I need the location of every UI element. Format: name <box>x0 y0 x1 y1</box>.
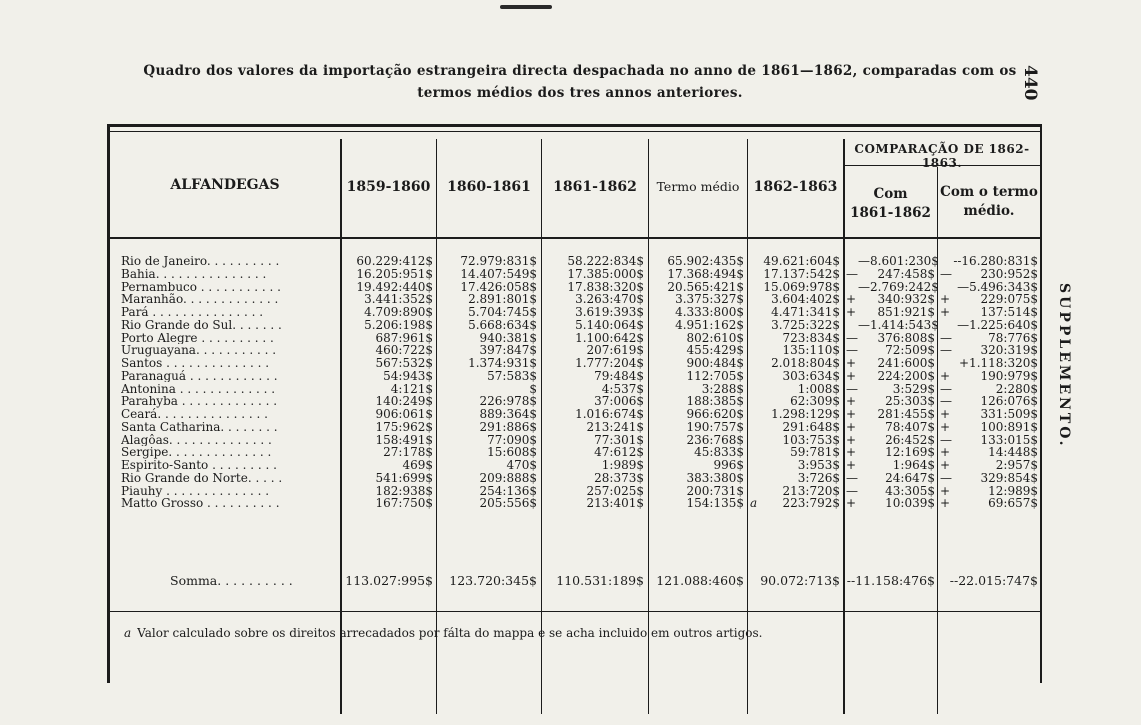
cell-termo: 154:135$ <box>686 496 744 511</box>
cell-c1: 224:200$ <box>877 368 935 383</box>
cell-c1: 10:039$ <box>885 496 935 511</box>
cell-name: Bahia. . . . . . . . . . . . . . . <box>121 267 267 281</box>
sign-com-termo: + <box>940 368 951 383</box>
cell-v1: 16.205:951$ <box>356 266 433 281</box>
total-1859-1860: 113.027:995$ <box>345 573 433 588</box>
cell-v3: 1.777:204$ <box>575 356 644 370</box>
cell-v3: 5.140:064$ <box>575 317 644 332</box>
sign-com-1861-1862: — <box>846 470 858 485</box>
cell-v4: 2.018:804$ <box>771 356 840 370</box>
cell-v1: 460:722$ <box>375 343 433 358</box>
cell-v2: 889:364$ <box>479 407 537 421</box>
cell-v1: 182:938$ <box>375 483 433 498</box>
cell-c2: 137:514$ <box>980 305 1038 319</box>
cell-c2: 133:015$ <box>980 432 1038 447</box>
cell-termo: 802:610$ <box>686 330 744 345</box>
cell-v3: 213:401$ <box>586 496 644 511</box>
cell-c2: 2:957$ <box>995 458 1038 472</box>
cell-v1: 4.709:890$ <box>364 305 433 319</box>
cell-name: Uruguayana. . . . . . . . . . . <box>121 344 277 357</box>
footnote <box>124 626 763 640</box>
cell-v4: 723:834$ <box>782 330 840 345</box>
cell-v4: 59:781$ <box>790 445 840 460</box>
scan-artifact <box>500 5 552 9</box>
cell-v1: 175:962$ <box>375 419 433 434</box>
cell-v3: 4:537$ <box>601 381 644 396</box>
sign-com-termo: — <box>940 381 952 396</box>
sign-com-1861-1862: + <box>846 356 857 370</box>
header-termo-medio: Termo médio <box>656 179 740 194</box>
cell-name: Santa Catharina. . . . . . . . <box>121 420 278 434</box>
cell-v2: 5.704:745$ <box>468 305 537 319</box>
cell-v2: 15:608$ <box>487 445 537 460</box>
cell-c2: 331:509$ <box>980 407 1038 421</box>
sign-com-termo: + <box>940 483 951 498</box>
table-row <box>110 357 1040 370</box>
cell-v4: 3.725:322$ <box>771 317 840 332</box>
cell-v4: 1.298:129$ <box>771 407 840 421</box>
header-1860-1861: 1860-1861 <box>447 179 531 195</box>
cell-v1: 5.206:198$ <box>364 317 433 332</box>
sign-com-1861-1862: — <box>846 381 858 396</box>
cell-c2: —1.225:640$ <box>957 317 1038 332</box>
cell-termo: 455:429$ <box>686 343 744 358</box>
cell-v3: 28:373$ <box>594 470 644 485</box>
cell-v1: 19.492:440$ <box>356 279 433 294</box>
cell-v4: 49.621:604$ <box>763 254 840 268</box>
cell-name: Espirito-Santo . . . . . . . . . <box>121 459 277 472</box>
sign-com-termo: — <box>940 343 952 358</box>
cell-v2: 17.426:058$ <box>460 279 537 294</box>
cell-c1: 340:932$ <box>877 292 935 307</box>
cell-v4: 223:792$ <box>782 496 840 511</box>
sign-com-termo: + <box>940 445 951 460</box>
sign-com-1861-1862: + <box>846 292 857 307</box>
cell-v4: 103:753$ <box>782 432 840 447</box>
cell-v4: 17.137:542$ <box>763 266 840 281</box>
cell-c1: —1.414:543$ <box>858 317 939 332</box>
total-1861-1862: 110.531:189$ <box>556 573 644 588</box>
cell-v3: 17.385:000$ <box>567 266 644 281</box>
cell-c2: 2:280$ <box>995 381 1038 396</box>
cell-c2: 12:989$ <box>988 483 1038 498</box>
cell-v1: 60.229:412$ <box>356 254 433 268</box>
sign-com-termo: + <box>940 496 951 511</box>
header-com-termo-medio: Com o termo médio. <box>940 184 1038 219</box>
cell-v2: 77:090$ <box>487 432 537 447</box>
table-row <box>110 459 1040 472</box>
cell-v3: 77:301$ <box>594 432 644 447</box>
cell-v3: 58.222:834$ <box>567 254 644 268</box>
header-alfandegas: ALFANDEGAS <box>170 177 280 193</box>
cell-termo: 188:385$ <box>686 394 744 409</box>
sign-com-1861-1862: + <box>846 458 857 472</box>
sign-com-termo: — <box>940 266 952 281</box>
total-com-termo: --22.015:747$ <box>949 573 1038 588</box>
cell-name: Pernambuco . . . . . . . . . . . <box>121 280 281 294</box>
cell-c1: 241:600$ <box>877 356 935 370</box>
cell-c1: 247:458$ <box>877 266 935 281</box>
cell-v3: 207:619$ <box>586 343 644 358</box>
total-1860-1861: 123.720:345$ <box>449 573 537 588</box>
cell-v3: 79:484$ <box>594 368 644 383</box>
cell-v3: 37:006$ <box>594 394 644 409</box>
cell-c1: 24:647$ <box>885 470 935 485</box>
page-number: 440 <box>1020 65 1040 101</box>
cell-c2: 78:776$ <box>988 330 1038 345</box>
cell-termo: 65.902:435$ <box>667 254 744 268</box>
cell-v1: 158:491$ <box>375 432 433 447</box>
cell-v1: 541:699$ <box>375 470 433 485</box>
sign-com-1861-1862: + <box>846 394 857 409</box>
table-row <box>110 319 1040 332</box>
cell-name: Piauhy . . . . . . . . . . . . . . <box>121 484 270 498</box>
cell-v4: 4.471:341$ <box>771 305 840 319</box>
cell-v3: 213:241$ <box>586 419 644 434</box>
cell-name: Alagôas. . . . . . . . . . . . . . <box>121 433 272 447</box>
cell-v1: 167:750$ <box>375 496 433 511</box>
cell-v2: 291:886$ <box>479 419 537 434</box>
cell-termo: 3.375:327$ <box>675 292 744 307</box>
title-line-2: termos médios dos tres annos anteriores. <box>417 85 743 101</box>
sign-com-1861-1862: — <box>846 266 858 281</box>
cell-v2: 2.891:801$ <box>468 292 537 307</box>
sign-com-1861-1862: + <box>846 445 857 460</box>
cell-termo: 4.951:162$ <box>675 317 744 332</box>
cell-c1: 72:509$ <box>885 343 935 358</box>
cell-c1: —2.769:242$ <box>858 279 939 294</box>
cell-termo: 4.333:800$ <box>675 305 744 319</box>
table-row <box>110 306 1040 319</box>
cell-v3: 257:025$ <box>586 483 644 498</box>
cell-v4: 62:309$ <box>790 394 840 409</box>
cell-v1: 4:121$ <box>390 381 433 396</box>
cell-v3: 47:612$ <box>594 445 644 460</box>
cell-v2: 254:136$ <box>479 483 537 498</box>
cell-name: Rio Grande do Norte. . . . . <box>121 471 283 485</box>
cell-name: Sergipe. . . . . . . . . . . . . . <box>121 446 272 459</box>
total-termo-medio: 121.088:460$ <box>656 573 744 588</box>
cell-v4: 1:008$ <box>797 381 840 396</box>
cell-v3: 1.016:674$ <box>575 407 644 421</box>
sign-com-1861-1862: + <box>846 419 857 434</box>
sign-com-termo: — <box>940 470 952 485</box>
total-row <box>110 573 1040 589</box>
cell-name: Maranhão. . . . . . . . . . . . . <box>121 293 279 306</box>
sign-com-1861-1862: + <box>846 432 857 447</box>
table-row <box>110 268 1040 281</box>
cell-name: Ceará. . . . . . . . . . . . . . . <box>121 408 268 421</box>
cell-c2: 329:854$ <box>980 470 1038 485</box>
total-com-1861-1862: --11.158:476$ <box>846 573 935 588</box>
note-mark: a <box>750 496 758 511</box>
cell-v4: 15.069:978$ <box>763 279 840 294</box>
cell-c1: 281:455$ <box>877 407 935 421</box>
cell-c1: 376:808$ <box>877 330 935 345</box>
cell-c1: 12:169$ <box>885 445 935 460</box>
header-1859-1860: 1859-1860 <box>346 179 431 195</box>
cell-v1: 906:061$ <box>375 407 433 421</box>
cell-v3: 3.263:470$ <box>575 292 644 307</box>
cell-c2: 320:319$ <box>980 343 1038 358</box>
cell-name: Matto Grosso . . . . . . . . . . <box>121 497 280 510</box>
cell-c2: 190:979$ <box>980 368 1038 383</box>
cell-termo: 17.368:494$ <box>667 266 744 281</box>
sign-com-termo: — <box>940 394 952 409</box>
total-label: Somma. . . . . . . . . . <box>170 573 293 588</box>
cell-c1: 851:921$ <box>877 305 935 319</box>
cell-c1: 26:452$ <box>885 432 935 447</box>
table-row <box>110 255 1040 268</box>
table-row <box>110 370 1040 383</box>
sign-com-1861-1862: — <box>846 483 858 498</box>
cell-termo: 200:731$ <box>686 483 744 498</box>
sign-com-1861-1862: + <box>846 368 857 383</box>
cell-name: Antonina . . . . . . . . . . . . . <box>121 382 276 396</box>
sign-com-1861-1862: + <box>846 407 857 421</box>
import-table <box>107 124 1042 683</box>
cell-v2: 397:847$ <box>479 343 537 358</box>
cell-v2: 5.668:634$ <box>468 317 537 332</box>
cell-v2: 226:978$ <box>479 394 537 409</box>
cell-v1: 3.441:352$ <box>364 292 433 307</box>
cell-v2: 72.979:831$ <box>460 254 537 268</box>
cell-v1: 54:943$ <box>383 368 433 383</box>
sign-com-1861-1862: + <box>846 496 857 511</box>
table-row <box>110 421 1040 434</box>
header-1862-1863: 1862-1863 <box>753 179 838 195</box>
total-1862-1863: 90.072:713$ <box>760 573 840 588</box>
cell-name: Rio de Janeiro. . . . . . . . . . <box>121 255 280 268</box>
sign-com-1861-1862: + <box>846 305 857 319</box>
cell-c2: 126:076$ <box>980 394 1038 409</box>
cell-v1: 27:178$ <box>383 445 433 460</box>
cell-v2: 470$ <box>506 458 537 472</box>
side-label: SUPPLEMENTO. <box>1056 283 1072 449</box>
cell-c2: 14:448$ <box>988 445 1038 460</box>
header-comparacao: COMPARAÇÃO DE 1862-1863. <box>854 142 1030 170</box>
cell-name: Rio Grande do Sul. . . . . . . <box>121 318 282 332</box>
cell-v2: 1.374:931$ <box>468 356 537 370</box>
cell-c1: —8.601:230$ <box>858 254 939 268</box>
page-title <box>120 60 1040 104</box>
cell-v4: 213:720$ <box>782 483 840 498</box>
footnote-text: Valor calculado sobre os direitos arrecadados por fálta do mappa e se acha incluido em outros artigos. <box>137 626 763 640</box>
cell-termo: 45:833$ <box>694 445 744 460</box>
cell-c1: 1:964$ <box>892 458 935 472</box>
cell-v2: 940:381$ <box>479 330 537 345</box>
cell-c2: 100:891$ <box>980 419 1038 434</box>
cell-v4: 291:648$ <box>782 419 840 434</box>
cell-v4: 3.604:402$ <box>771 292 840 307</box>
title-line-1: Quadro dos valores da importação estrangeira directa despachada no anno de 1861—1862, comparadas com os <box>143 63 1017 79</box>
cell-v2: 209:888$ <box>479 470 537 485</box>
cell-c2: 229:075$ <box>980 292 1038 307</box>
sign-com-termo: + <box>940 292 951 307</box>
cell-v4: 303:634$ <box>782 368 840 383</box>
cell-name: Parahyba . . . . . . . . . . . . . <box>121 395 278 408</box>
cell-c1: 78:407$ <box>885 419 935 434</box>
cell-v2: 14.407:549$ <box>460 266 537 281</box>
sign-com-1861-1862: — <box>846 330 858 345</box>
cell-v3: 3.619:393$ <box>575 305 644 319</box>
cell-name: Paranaguá . . . . . . . . . . . . <box>121 369 278 383</box>
cell-c2: --16.280:831$ <box>953 254 1038 268</box>
cell-termo: 383:380$ <box>686 470 744 485</box>
sign-com-termo: + <box>940 458 951 472</box>
cell-v3: 1.100:642$ <box>575 330 644 345</box>
cell-name: Pará . . . . . . . . . . . . . . . <box>121 306 264 319</box>
table-row <box>110 497 1040 510</box>
cell-termo: 20.565:421$ <box>667 279 744 294</box>
footnote-mark: a <box>124 626 132 640</box>
header-com-1861-1862: Com 1861-1862 <box>850 186 931 221</box>
cell-v2: 205:556$ <box>479 496 537 511</box>
table-row <box>110 472 1040 485</box>
cell-c1: 3:529$ <box>892 381 935 396</box>
cell-v1: 140:249$ <box>375 394 433 409</box>
cell-v3: 1:989$ <box>601 458 644 472</box>
sign-com-1861-1862: — <box>846 343 858 358</box>
cell-v3: 17.838:320$ <box>567 279 644 294</box>
cell-termo: 966:620$ <box>686 407 744 421</box>
cell-termo: 3:288$ <box>701 381 744 396</box>
sign-com-termo: — <box>940 330 952 345</box>
cell-v2: $ <box>529 381 537 396</box>
cell-name: Porto Alegre . . . . . . . . . . <box>121 331 274 345</box>
cell-c2: 230:952$ <box>980 266 1038 281</box>
cell-c2: +1.118:320$ <box>959 356 1038 370</box>
cell-v4: 3:726$ <box>797 470 840 485</box>
sign-com-termo: — <box>940 432 952 447</box>
header-1861-1862: 1861-1862 <box>553 179 637 195</box>
cell-v4: 3:953$ <box>797 458 840 472</box>
cell-v1: 687:961$ <box>375 330 433 345</box>
cell-termo: 236:768$ <box>686 432 744 447</box>
cell-v1: 567:532$ <box>375 356 433 370</box>
cell-c1: 25:303$ <box>885 394 935 409</box>
sign-com-termo: + <box>940 305 951 319</box>
cell-termo: 190:757$ <box>686 419 744 434</box>
cell-c1: 43:305$ <box>885 483 935 498</box>
cell-c2: —5.496:343$ <box>957 279 1038 294</box>
cell-v4: 135:110$ <box>782 343 840 358</box>
sign-com-termo: + <box>940 419 951 434</box>
cell-c2: 69:657$ <box>988 496 1038 511</box>
cell-v2: 57:583$ <box>487 368 537 383</box>
cell-termo: 900:484$ <box>686 356 744 370</box>
cell-v1: 469$ <box>402 458 433 472</box>
cell-termo: 112:705$ <box>686 368 744 383</box>
table-row <box>110 408 1040 421</box>
sign-com-termo: + <box>940 407 951 421</box>
cell-name: Santos . . . . . . . . . . . . . . <box>121 357 270 370</box>
cell-termo: 996$ <box>713 458 744 472</box>
